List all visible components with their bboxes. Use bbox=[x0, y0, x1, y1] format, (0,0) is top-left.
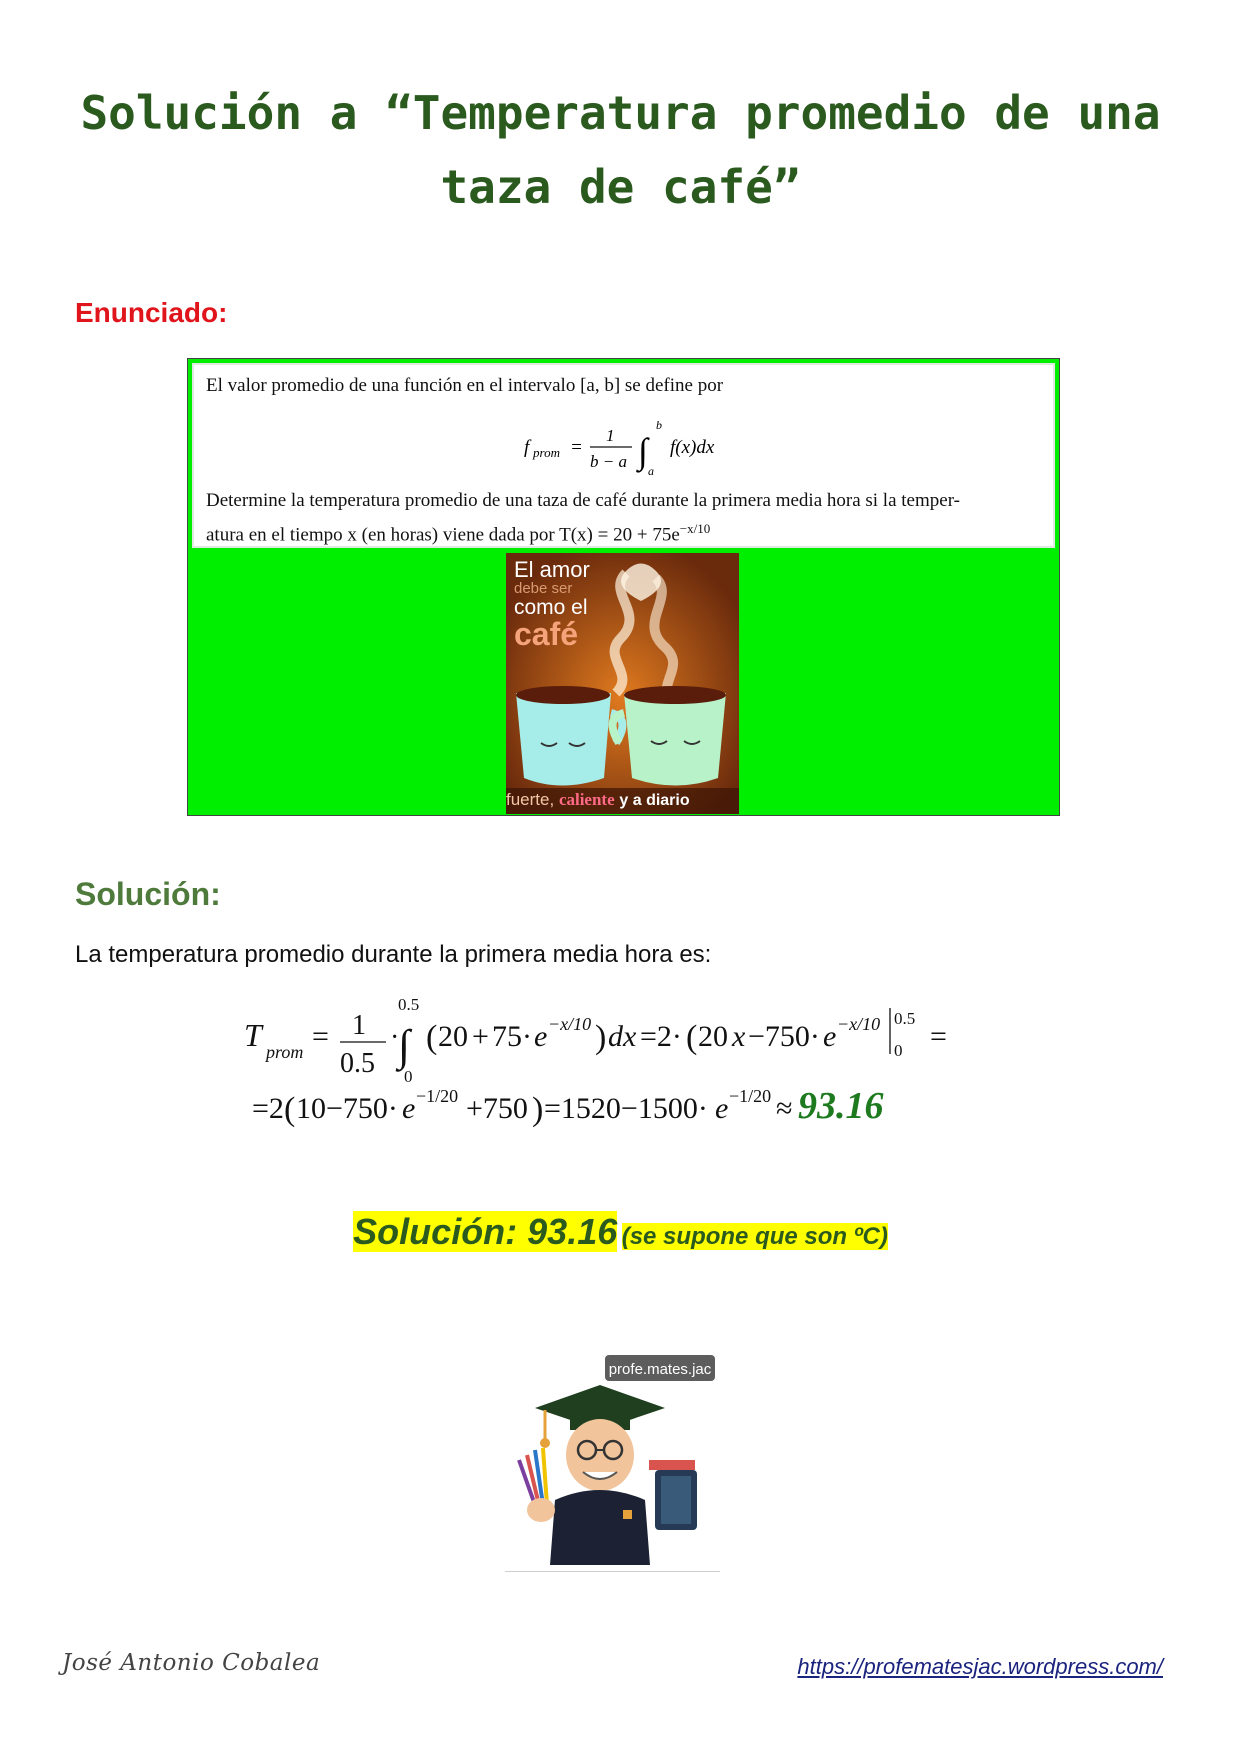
poster-text-3: como el bbox=[514, 596, 588, 619]
final-solution-note: (se supone que son ºC) bbox=[621, 1223, 888, 1250]
svg-text:20: 20 bbox=[438, 1020, 468, 1053]
statement-line-3: atura en el tiempo x (en horas) viene dada por T(x) = 20 + 75e bbox=[206, 524, 680, 546]
svg-text:e: e bbox=[823, 1020, 837, 1053]
svg-text:−1/20: −1/20 bbox=[416, 1086, 459, 1106]
poster-slogan bbox=[506, 790, 739, 810]
svg-text:e: e bbox=[715, 1092, 729, 1125]
svg-text:1: 1 bbox=[352, 1010, 366, 1041]
svg-text:=1520−1500·: =1520−1500· bbox=[544, 1092, 708, 1125]
avatar-underline bbox=[505, 1571, 720, 1572]
average-value-formula bbox=[524, 417, 764, 477]
poster-text-1: El amor bbox=[514, 557, 590, 582]
svg-text:x: x bbox=[732, 1020, 746, 1053]
title-line-2: taza de café” bbox=[440, 160, 801, 214]
svg-text:b − a: b − a bbox=[590, 452, 627, 471]
svg-text:−x/10: −x/10 bbox=[837, 1014, 881, 1034]
poster-slogan-3: y a diario bbox=[619, 792, 690, 809]
svg-text:e: e bbox=[534, 1020, 548, 1053]
svg-text:∫: ∫ bbox=[398, 1021, 411, 1070]
svg-text:+750: +750 bbox=[466, 1092, 528, 1125]
svg-text:prom: prom bbox=[533, 445, 560, 460]
svg-text:0: 0 bbox=[404, 1067, 413, 1086]
svg-text:=: = bbox=[570, 437, 583, 458]
svg-text:0.5: 0.5 bbox=[398, 996, 420, 1014]
solution-math bbox=[240, 996, 1020, 1146]
teacher-avatar bbox=[505, 1350, 725, 1570]
svg-text:(: ( bbox=[284, 1091, 296, 1128]
svg-text:): ) bbox=[532, 1091, 544, 1128]
svg-text:0.5: 0.5 bbox=[894, 1009, 916, 1028]
svg-text:f: f bbox=[524, 437, 530, 458]
svg-text:=: = bbox=[930, 1020, 947, 1053]
svg-text:−x/10: −x/10 bbox=[548, 1014, 592, 1034]
poster-slogan-1: fuerte, bbox=[506, 790, 555, 809]
svg-text:dx: dx bbox=[608, 1020, 637, 1053]
svg-text:∫: ∫ bbox=[638, 431, 648, 471]
svg-text:75·: 75· bbox=[492, 1020, 532, 1053]
svg-text:prom: prom bbox=[266, 1042, 304, 1062]
statement-line-2: Determine la temperatura promedio de una taza de café durante la primera media hora si la temper- bbox=[206, 490, 960, 511]
result-value: 93.16 bbox=[798, 1085, 884, 1127]
heading-statement: Enunciado: bbox=[75, 297, 228, 328]
svg-text:20: 20 bbox=[698, 1020, 728, 1053]
footer-link[interactable]: https://profematesjac.wordpress.com/ bbox=[797, 1654, 1163, 1679]
intro-text: La temperatura promedio durante la primera media hora es: bbox=[75, 941, 712, 968]
svg-text:e: e bbox=[402, 1092, 416, 1125]
statement-text-panel bbox=[192, 363, 1055, 548]
svg-text:−750·: −750· bbox=[748, 1020, 820, 1053]
svg-text:b: b bbox=[656, 418, 662, 432]
statement-image bbox=[187, 358, 1060, 816]
statement-exponent: −x/10 bbox=[679, 521, 711, 536]
poster-text-2: debe ser bbox=[514, 580, 573, 597]
poster-slogan-2: caliente bbox=[558, 790, 615, 809]
footer-author: José Antonio Cobalea bbox=[62, 1650, 321, 1676]
final-solution bbox=[0, 1211, 1241, 1253]
coffee-poster-image bbox=[506, 553, 739, 814]
heading-solution: Solución: bbox=[75, 876, 221, 912]
avatar-illustration bbox=[505, 1350, 725, 1570]
svg-text:=2·: =2· bbox=[640, 1020, 682, 1053]
svg-text:): ) bbox=[595, 1019, 607, 1056]
title-line-1: Solución a “Temperatura promedio de una bbox=[80, 86, 1161, 140]
svg-text:·: · bbox=[390, 1022, 400, 1053]
svg-text:a: a bbox=[648, 464, 654, 477]
svg-text:(: ( bbox=[426, 1019, 438, 1056]
final-solution-main: Solución: 93.16 bbox=[353, 1211, 618, 1252]
avatar-tag: profe.mates.jac bbox=[608, 1361, 712, 1378]
svg-text:+: + bbox=[472, 1020, 489, 1053]
svg-text:10−750·: 10−750· bbox=[296, 1092, 398, 1125]
statement-line-1: El valor promedio de una función en el intervalo [a, b] se define por bbox=[206, 375, 724, 396]
document-title bbox=[80, 76, 1161, 224]
poster-text-4: café bbox=[514, 616, 579, 652]
svg-text:1: 1 bbox=[606, 426, 615, 445]
svg-text:0.5: 0.5 bbox=[340, 1048, 375, 1079]
svg-text:0: 0 bbox=[894, 1041, 903, 1060]
svg-text:≈: ≈ bbox=[776, 1092, 793, 1125]
svg-text:=2: =2 bbox=[252, 1092, 284, 1125]
statement-question bbox=[206, 487, 1046, 549]
svg-text:T: T bbox=[244, 1017, 262, 1053]
svg-text:f(x)dx: f(x)dx bbox=[670, 437, 715, 458]
svg-text:=: = bbox=[312, 1020, 329, 1053]
svg-text:(: ( bbox=[686, 1019, 698, 1056]
svg-text:−1/20: −1/20 bbox=[729, 1086, 772, 1106]
